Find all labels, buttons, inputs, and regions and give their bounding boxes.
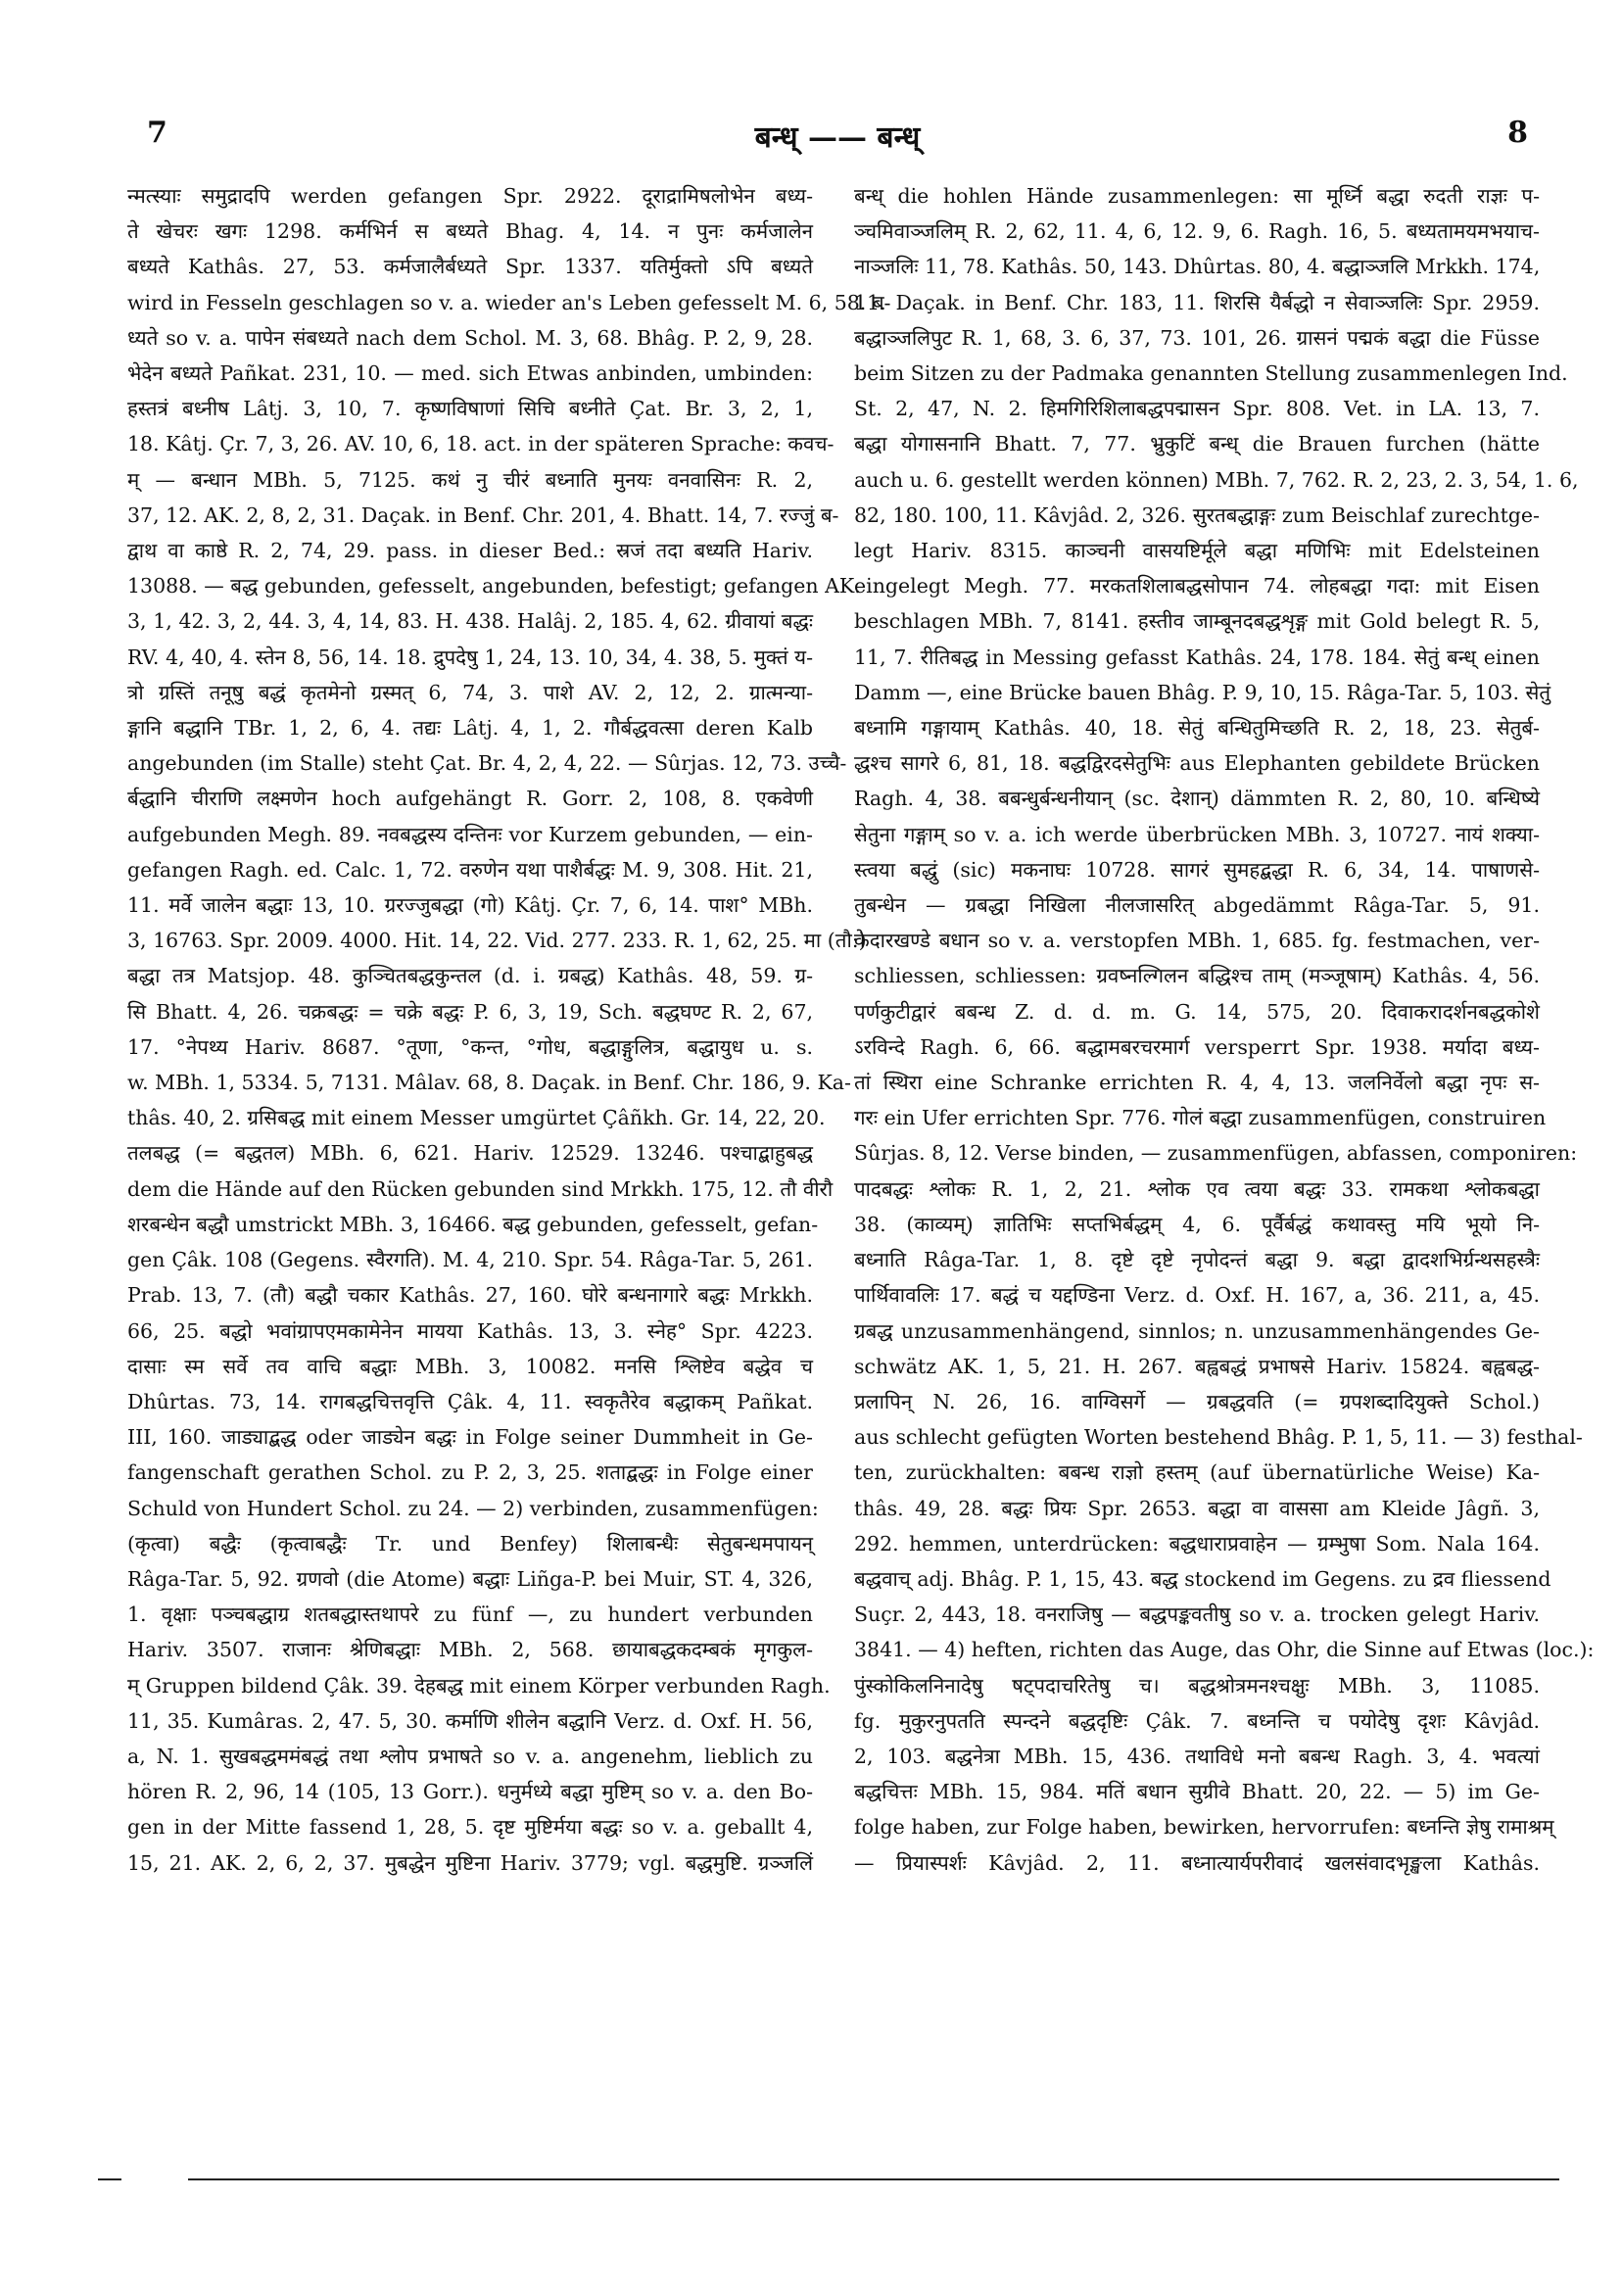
left-column xyxy=(127,178,891,1881)
text-line: w. MBh. 1, 5334. 5, 7131. Mâlav. 68, 8. Daçak. in Benf. Chr. 186, 9. Ka- xyxy=(127,1071,851,1095)
text-line: beim Sitzen zu der Padmaka genannten Stellung zusammenlegen Ind. xyxy=(854,361,1568,386)
text-line: Damm —, eine Brücke bauen Bhâg. P. 9, 10, 15. Râga-Tar. 5, 103. सेतुं xyxy=(854,680,1551,704)
text-line: न्मत्स्याः समुद्रादपि werden gefangen Spr. 2922. दूराद्रामिषलोभेन बध्य- xyxy=(127,184,813,208)
text-line: 15, 21. AK. 2, 6, 2, 37. मुबद्धेन मुष्टिना Hariv. 3779; vgl. बद्धमुष्टि. ग्रञ्जलिं xyxy=(127,1850,813,1875)
text-line: केदारखण्डे बधान so v. a. verstopfen MBh. 1, 685. fg. festmachen, ver- xyxy=(854,929,1540,953)
right-column xyxy=(854,178,1595,1881)
text-line: Schuld von Hundert Schol. zu 24. — 2) verbinden, zusammenfügen: xyxy=(127,1496,819,1520)
text-line: fangenschaft gerathen Schol. zu P. 2, 3, 25. शताद्बद्धः in Folge einer xyxy=(127,1460,813,1485)
text-line: Sûrjas. 8, 12. Verse binden, — zusammenfügen, abfassen, componiren: xyxy=(854,1141,1578,1166)
text-line: auch u. 6. gestellt werden können) MBh. 7, 762. R. 2, 23, 2. 3, 54, 1. 6, xyxy=(854,467,1579,492)
text-line: पुंस्कोकिलनिनादेषु षट्पदाचरितेषु च। बद्धश्रोत्रमनश्चक्षुः MBh. 3, 11085. xyxy=(854,1673,1540,1698)
text-line: Ragh. 4, 38. बबन्धुर्बन्धनीयान् (sc. देशान्) dämmten R. 2, 80, 10. बन्धिष्ये xyxy=(854,787,1540,811)
text-line: — प्रियास्पर्शः Kâvjâd. 2, 11. बध्नात्यार्यपरीवादं खलसंवादभृङ्खला Kathâs. xyxy=(854,1850,1540,1875)
text-line: aus schlecht gefügten Worten bestehend Bhâg. P. 1, 5, 11. — 3) festhal- xyxy=(854,1425,1583,1450)
text-line: ग्रबद्ध unzusammenhängend, sinnlos; n. unzusammenhängendes Ge- xyxy=(854,1318,1540,1343)
text-line: दासाः स्म सर्वे तव वाचि बद्धाः MBh. 3, 10082. मनसि श्लिष्टेव बद्धेव च xyxy=(127,1354,813,1378)
text-line: ते खेचरः खगः 1298. कर्मभिर्न स बध्यते Bhag. 4, 14. न पुनः कर्मजालेन xyxy=(127,219,813,244)
text-line: बद्धवाच् adj. Bhâg. P. 1, 15, 43. बद्ध stockend im Gegens. zu द्रव fliessend xyxy=(854,1566,1551,1591)
text-line: पादबद्धः श्लोकः R. 1, 2, 21. श्लोक एव त्वया बद्धः 33. रामकथा श्लोकबद्धा xyxy=(854,1176,1540,1201)
text-line: thâs. 40, 2. ग्रसिबद्ध mit einem Messer umgürtet Çâñkh. Gr. 14, 22, 20. xyxy=(127,1106,826,1130)
page-number-right: 8 xyxy=(1507,116,1528,150)
text-line: स्त्वया बद्धुं (sic) मकनाघः 10728. सागरं सुमहद्बद्धा R. 6, 34, 14. पाषाणसे- xyxy=(854,857,1540,882)
text-line: Suçr. 2, 443, 18. वनराजिषु — बद्धपङ्कवतीषु so v. a. trocken gelegt Hariv. xyxy=(854,1602,1540,1627)
text-line: 3841. — 4) heften, richten das Auge, das Ohr, die Sinne auf Etwas (loc.): xyxy=(854,1638,1595,1662)
text-line: भेदेन बध्यते Pañkat. 231, 10. — med. sich Etwas anbinden, umbinden: xyxy=(127,361,813,386)
text-line: तलबद्ध (= बद्धतल) MBh. 6, 621. Hariv. 12529. 13246. पश्चाद्बाहुबद्ध xyxy=(127,1141,813,1166)
text-line: बन्ध् die hohlen Hände zusammenlegen: सा मूर्ध्नि बद्धा रुदती राज्ञः प- xyxy=(854,184,1540,208)
text-line: 11, 35. Kumâras. 2, 47. 5, 30. कर्माणि शीलेन बद्धानि Verz. d. Oxf. H. 56, xyxy=(127,1708,813,1733)
text-line: fg. मुकुरनुपतति स्पन्दने बद्धदृष्टिः Çâk. 7. बध्नन्ति च पयोदेषु दृशः Kâvjâd. xyxy=(854,1708,1540,1733)
text-line: 17. °नेपथ्य Hariv. 8687. °तूणा, °कन्त, °गोध, बद्धाङ्गुलित्र, बद्धायुध u. s. xyxy=(127,1034,813,1059)
text-line: gefangen Ragh. ed. Calc. 1, 72. वरुणेन यथा पाशैर्बद्धः M. 9, 308. Hit. 21, xyxy=(127,857,813,882)
text-line: RV. 4, 40, 4. स्तेन 8, 56, 14. 18. द्रुपदेषु 1, 24, 13. 10, 34, 4. 38, 5. मुक्तं य- xyxy=(127,645,813,669)
text-line: बध्नामि गङ्गायाम् Kathâs. 40, 18. सेतुं बन्धितुमिच्छति R. 2, 18, 23. सेतुर्ब- xyxy=(854,716,1540,741)
text-line: द्धश्च सागरे 6, 81, 18. बद्धद्विरदसेतुभिः aus Elephanten gebildete Brücken xyxy=(854,751,1540,776)
text-line: पर्णकुटीद्वारं बबन्ध Z. d. d. m. G. 14, 575, 20. दिवाकरादर्शनबद्धकोशे xyxy=(854,999,1540,1024)
text-line: legt Hariv. 8315. काञ्चनी वासयष्टिर्मूले बद्धा मणिभिः mit Edelsteinen xyxy=(854,539,1540,563)
text-line: 2, 103. बद्धनेत्रा MBh. 15, 436. तथाविधे मनो बबन्ध Ragh. 3, 4. भवत्यां xyxy=(854,1744,1540,1768)
text-line: द्वाथ वा काष्ठे R. 2, 74, 29. pass. in dieser Bed.: स्रजं तदा बध्यति Hariv. xyxy=(127,539,813,563)
footer-rule-mark xyxy=(98,2178,121,2180)
text-line: 292. hemmen, unterdrücken: बद्धधाराप्रवाहेन — ग्रम्भुषा Som. Nala 164. xyxy=(854,1531,1540,1555)
text-line: 11, 7. रीतिबद्ध in Messing gefasst Kathâs. 24, 178. 184. सेतुं बन्ध् einen xyxy=(854,645,1540,669)
text-line: (कृत्वा) बद्धैः (कृत्वाबद्धैः Tr. und Benfey) शिलाबन्धैः सेतुबन्धमपायन् xyxy=(127,1531,813,1555)
text-line: 18. Kâtj. Çr. 7, 3, 26. AV. 10, 6, 18. act. in der späteren Sprache: कवच- xyxy=(127,432,835,456)
text-line: 3, 16763. Spr. 2009. 4000. Hit. 14, 22. Vid. 277. 233. R. 1, 62, 25. मा (तौ:) xyxy=(127,929,867,953)
text-line: म् Gruppen bildend Çâk. 39. देहबद्ध mit einem Körper verbunden Ragh. xyxy=(127,1673,831,1698)
text-line: बद्धा तत्र Matsjop. 48. कुञ्चितबद्धकुन्तल (d. i. ग्रबद्ध) Kathâs. 48, 59. ग्र- xyxy=(127,964,813,988)
footer-rule xyxy=(188,2178,1559,2180)
text-line: बद्धा योगासनानि Bhatt. 7, 77. भ्रुकुटिं बन्ध् die Brauen furchen (hätte xyxy=(854,432,1540,456)
text-line: 11. मर्वे जालेन बद्धाः 13, 10. ग्ररज्जुबद्धा (गो) Kâtj. Çr. 7, 6, 14. पाश° MBh. xyxy=(127,893,813,918)
text-line: beschlagen MBh. 7, 8141. हस्तीव जाम्बूनदबद्धशृङ्ग mit Gold belegt R. 5, xyxy=(854,609,1540,634)
text-line: Râga-Tar. 5, 92. ग्रणवो (die Atome) बद्धाः Liñga-P. bei Muir, ST. 4, 326, xyxy=(127,1566,813,1591)
text-line: बद्धाञ्जलिपुट R. 1, 68, 3. 6, 37, 73. 101, 26. ग्रासनं पद्मकं बद्धा die Füsse xyxy=(854,325,1540,350)
text-line: gen in der Mitte fassend 1, 28, 5. दृष्ट मुष्टिर्मया बद्धः so v. a. geballt 4, xyxy=(127,1815,813,1840)
text-line: ध्यते so v. a. पापेन संबध्यते nach dem Schol. M. 3, 68. Bhâg. P. 2, 9, 28. xyxy=(127,325,813,350)
text-line: प्रलापिन् N. 26, 16. वाग्विसर्गे — ग्रबद्धवति (= ग्रपशब्दादियुक्ते Schol.) xyxy=(854,1389,1540,1413)
text-line: gen Çâk. 108 (Gegens. स्वैरगति). M. 4, 210. Spr. 54. Râga-Tar. 5, 261. xyxy=(127,1248,813,1272)
running-title: बन्ध् —— बन्ध् xyxy=(754,120,921,155)
text-line: 38. (काव्यम्) ज्ञातिभिः सप्तभिर्बद्धम् 4, 6. पूर्वैर्बद्धं कथावस्तु मयि भूयो नि- xyxy=(854,1212,1540,1236)
text-line: aufgebunden Megh. 89. नवबद्धस्य दन्तिनः vor Kurzem gebunden, — ein- xyxy=(127,822,813,846)
text-line: 37, 12. AK. 2, 8, 2, 31. Daçak. in Benf. Chr. 201, 4. Bhatt. 14, 7. रज्जुं ब- xyxy=(127,502,839,527)
text-line: a, N. 1. सुखबद्धममंबद्धं तथा श्लोप प्रभाषते so v. a. angenehm, lieblich zu xyxy=(127,1744,813,1768)
text-line: 11. Daçak. in Benf. Chr. 183, 11. शिरसि यैर्बद्धो न सेवाञ्जलिः Spr. 2959. xyxy=(854,290,1540,314)
text-line: बध्नाति Râga-Tar. 1, 8. दृष्टे दृष्टे नृपोदन्तं बद्धा 9. बद्धा द्वादशभिर्ग्रन्थसहस्त्रैः xyxy=(854,1248,1540,1272)
text-line: eingelegt Megh. 77. मरकतशिलाबद्धसोपान 74. लोहबद्धा गदा: mit Eisen xyxy=(854,574,1540,598)
text-line: wird in Fesseln geschlagen so v. a. wieder an's Leben gefesselt M. 6, 58. ब- xyxy=(127,290,891,314)
text-line: बध्यते Kathâs. 27, 53. कर्मजालैर्बध्यते Spr. 1337. यतिर्मुक्तो ऽपि बध्यते xyxy=(127,255,813,279)
text-line: ऽरविन्दे Ragh. 6, 66. बद्धामबरचरमार्ग versperrt Spr. 1938. मर्यादा बध्य- xyxy=(854,1034,1540,1059)
text-line: St. 2, 47, N. 2. हिमगिरिशिलाबद्धपद्मासन Spr. 808. Vet. in LA. 13, 7. xyxy=(854,397,1540,421)
text-line: ङ्गानि बद्धानि TBr. 1, 2, 6, 4. तद्यः Lâtj. 4, 1, 2. गौर्बद्धवत्सा deren Kalb xyxy=(127,716,813,741)
text-line: तुबन्धेन — ग्रबद्धा निखिला नीलजासरित् abgedämmt Râga-Tar. 5, 91. xyxy=(854,893,1540,918)
text-line: dem die Hände auf den Rücken gebunden sind Mrkkh. 175, 12. तौ वीरौ xyxy=(127,1176,834,1201)
text-line: पार्थिवावलिः 17. बद्धं च यद्दण्डिना Verz. d. Oxf. H. 167, a, 36. 211, a, 45. xyxy=(854,1283,1540,1308)
text-line: त्रो ग्रस्तिं तनूषु बद्धं कृतमेनो ग्रस्मत् 6, 74, 3. पाशे AV. 2, 12, 2. ग्रात्मन्या- xyxy=(127,680,813,704)
text-line: नाञ्जलिः 11, 78. Kathâs. 50, 143. Dhûrtas. 80, 4. बद्धाञ्जलि Mrkkh. 174, xyxy=(854,255,1541,279)
text-line: सि Bhatt. 4, 26. चक्रबद्धः = चक्रे बद्धः P. 6, 3, 19, Sch. बद्धघण्ट R. 2, 67, xyxy=(127,999,813,1024)
text-line: र्बद्धानि चीराणि लक्ष्मणेन hoch aufgehängt R. Gorr. 2, 108, 8. एकवेणी xyxy=(127,787,813,811)
text-line: ten, zurückhalten: बबन्ध राज्ञो हस्तम् (auf übernatürliche Weise) Ka- xyxy=(854,1460,1540,1485)
text-line: 66, 25. बद्धो भवांग्रापएमकामेनेन मायया Kathâs. 13, 3. स्नेह° Spr. 4223. xyxy=(127,1318,813,1343)
text-line: Prab. 13, 7. (तौ) बद्धौ चकार Kathâs. 27, 160. घोरे बन्धनागारे बद्धः Mrkkh. xyxy=(127,1283,813,1308)
text-line: thâs. 49, 28. बद्धः प्रियः Spr. 2653. बद्धा वा वाससा am Kleide Jâgñ. 3, xyxy=(854,1496,1540,1520)
text-line: म् — बन्धान MBh. 5, 7125. कथं नु चीरं बध्नाति मुनयः वनवासिनः R. 2, xyxy=(127,467,813,492)
text-line: ञ्चमिवाञ्जलिम् R. 2, 62, 11. 4, 6, 12. 9, 6. Ragh. 16, 5. बध्यतामयमभयाच- xyxy=(854,219,1540,244)
text-line: III, 160. जाड्याद्बद्ध oder जाड्येन बद्धः in Folge seiner Dummheit in Ge- xyxy=(127,1425,813,1450)
text-line: hören R. 2, 96, 14 (105, 13 Gorr.). धनुर्मध्ये बद्धा मुष्टिम् so v. a. den Bo- xyxy=(127,1780,813,1804)
text-line: angebunden (im Stalle) steht Çat. Br. 4, 2, 4, 22. — Sûrjas. 12, 73. उच्चै- xyxy=(127,751,847,776)
text-line: सेतुना गङ्गाम् so v. a. ich werde überbrücken MBh. 3, 10727. नायं शक्या- xyxy=(854,822,1540,846)
text-line: हस्तत्रं बध्नीष Lâtj. 3, 10, 7. कृष्णविषाणां सिचि बध्नीते Çat. Br. 3, 2, 1, xyxy=(127,397,813,421)
text-line: schliessen, schliessen: ग्रवष्नल्गिलन बद्धिश्च ताम् (मञ्जूषाम्) Kathâs. 4, 56. xyxy=(854,964,1540,988)
text-line: गरः ein Ufer errichten Spr. 776. गोलं बद्धा zusammenfügen, construiren xyxy=(854,1106,1547,1130)
text-line: तां स्थिरा eine Schranke errichten R. 4, 4, 13. जलनिर्वेलो बद्धा नृपः स- xyxy=(854,1071,1540,1095)
text-line: folge haben, zur Folge haben, bewirken, hervorrufen: बध्नन्ति ज्ञेषु रामाश्रम् xyxy=(854,1815,1554,1840)
text-line: शरबन्धेन बद्धौ umstrickt MBh. 3, 16466. बद्ध gebunden, gefesselt, gefan- xyxy=(127,1212,819,1236)
text-line: 3, 1, 42. 3, 2, 44. 3, 4, 14, 83. H. 438. Halâj. 2, 185. 4, 62. ग्रीवायां बद्धः xyxy=(127,609,813,634)
page-header xyxy=(147,116,1528,155)
text-line: Dhûrtas. 73, 14. रागबद्धचित्तवृत्ति Çâk. 4, 11. स्वकृतैरेव बद्धाकम् Pañkat. xyxy=(127,1389,813,1413)
text-line: 1. वृक्षाः पञ्चबद्धाग्र शतबद्धास्तथापरे zu fünf —, zu hundert verbunden xyxy=(127,1602,813,1627)
text-line: Hariv. 3507. राजानः श्रेणिबद्धाः MBh. 2, 568. छायाबद्धकदम्बकं मृगकुल- xyxy=(127,1638,813,1662)
text-line: schwätz AK. 1, 5, 21. H. 267. बह्वबद्धं प्रभाषसे Hariv. 15824. बह्वबद्ध- xyxy=(854,1354,1540,1378)
text-line: 13088. — बद्ध gebunden, gefesselt, angebunden, befestigt; gefangen AK. xyxy=(127,574,861,598)
page-number-left: 7 xyxy=(147,116,167,150)
text-line: 82, 180. 100, 11. Kâvjâd. 2, 326. सुरतबद्धाङ्गः zum Beischlaf zurechtge- xyxy=(854,502,1540,527)
text-line: बद्धचित्तः MBh. 15, 984. मतिं बधान सुग्रीवे Bhatt. 20, 22. — 5) im Ge- xyxy=(854,1780,1540,1804)
